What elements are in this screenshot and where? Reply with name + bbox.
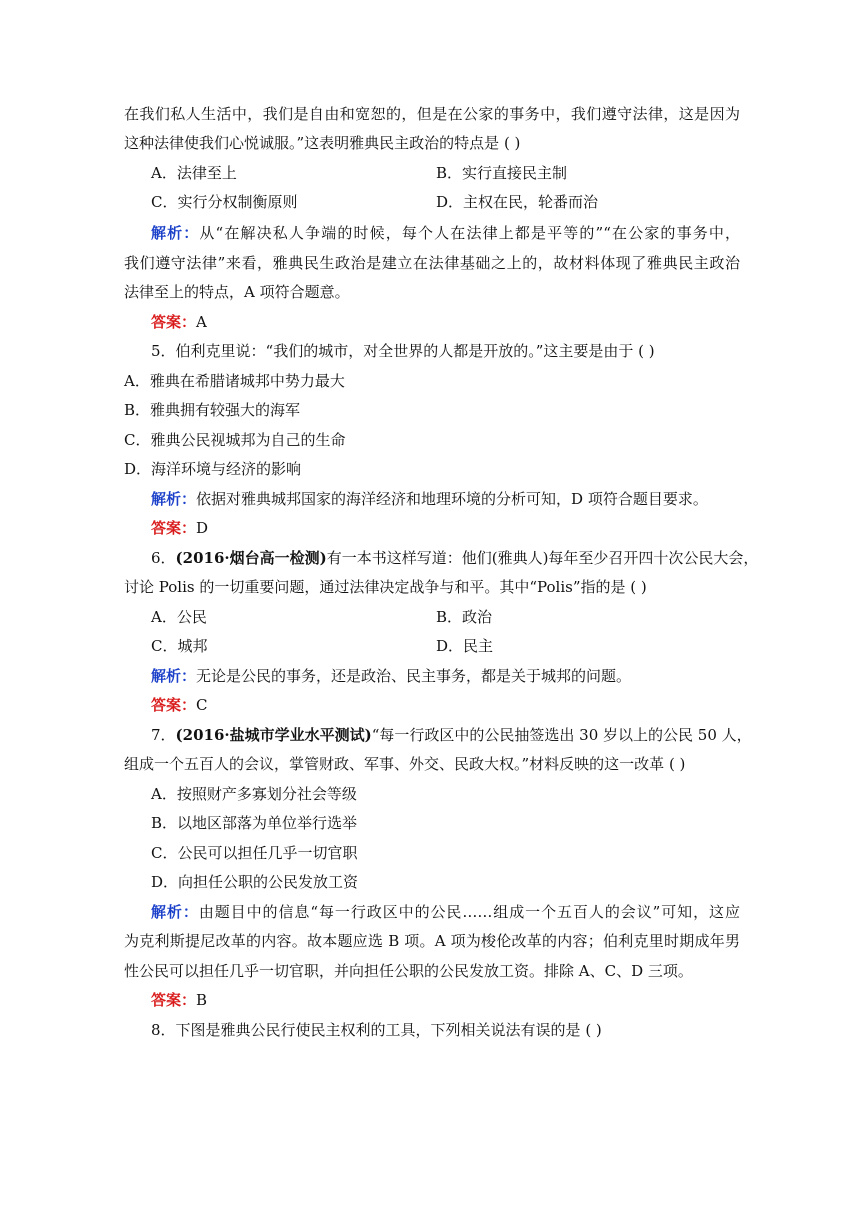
q5-option-a: A．雅典在希腊诸城邦中势力最大 [124,372,345,390]
q7-stem-line1 [151,720,752,750]
q6-option-a: A．公民 [151,608,207,626]
q5-stem: 5．伯利克里说：“我们的城市，对全世界的人都是开放的。”这主要是由于 ( ) [151,342,655,360]
q6-stem-line2: 讨论 Polis 的一切重要问题，通过法律决定战争与和平。其中“Polis”指的是 ( ) [124,578,647,596]
q7-option-b: B．以地区部落为单位举行选举 [151,814,358,832]
q4-answer-label: 答案： [151,313,197,331]
q7-analysis-label: 解析： [151,903,199,921]
q5-answer [151,513,740,543]
q7-analysis-line1 [151,897,740,927]
q5-answer-value: D [196,519,209,537]
q7-option-a: A．按照财产多寡划分社会等级 [151,785,357,803]
q7-number: 7． [151,726,176,744]
q7-option-d: D．向担任公职的公民发放工资 [151,873,359,891]
q7-option-c: C．公民可以担任几乎一切官职 [151,844,358,862]
q6-stem-text1: 有一本书这样写道：他们(雅典人)每年至少召开四十次公民大会， [326,549,759,567]
q4-option-c: C．实行分权制衡原则 [151,193,298,211]
q7-answer [151,985,740,1015]
q6-answer-value: C [196,696,208,714]
q4-analysis-text1: 从“在解决私人争端的时候，每个人在法律上都是平等的”“在公家的事务中， [199,224,740,242]
q7-analysis-line2: 为克利斯提尼改革的内容。故本题应选 B 项。A 项为梭伦改革的内容；伯利克里时期成年男 [124,932,740,950]
q7-answer-label: 答案： [151,991,197,1009]
q7-analysis-text1: 由题目中的信息“每一行政区中的公民……组成一个五百人的会议”可知，这应 [198,903,740,921]
q4-analysis-line3: 法律至上的特点，A 项符合题意。 [124,283,350,301]
q5-analysis-text: 依据对雅典城邦国家的海洋经济和地理环境的分析可知，D 项符合题目要求。 [196,490,708,508]
q6-source: (2016·烟台高一检测) [175,549,327,567]
q6-analysis [151,661,740,691]
q5-analysis [151,484,740,514]
q6-option-c: C．城邦 [151,637,208,655]
q7-answer-value: B [196,991,208,1009]
q7-stem-text1: “每一行政区中的公民抽签选出 30 岁以上的公民 50 人， [371,726,752,744]
q6-analysis-text: 无论是公民的事务，还是政治、民主事务，都是关于城邦的问题。 [196,667,632,685]
q6-number: 6． [151,549,176,567]
q4-option-d: D．主权在民，轮番而治 [436,193,599,211]
q4-option-b: B．实行直接民主制 [436,164,568,182]
q5-answer-label: 答案： [151,519,197,537]
q4-stem-line1: 在我们私人生活中，我们是自由和宽恕的，但是在公家的事务中，我们遵守法律，这是因为 [124,105,740,123]
q5-option-c: C．雅典公民视城邦为自己的生命 [124,431,346,449]
q7-stem-line2: 组成一个五百人的会议，掌管财政、军事、外交、民政大权。”材料反映的这一改革 ( ) [124,755,686,773]
q4-answer-value: A [196,313,207,331]
q4-answer [151,307,740,337]
q7-source: (2016·盐城市学业水平测试) [175,726,372,744]
q4-option-a: A．法律至上 [151,164,237,182]
q4-analysis-line1 [151,218,740,248]
q5-option-d: D．海洋环境与经济的影响 [124,460,302,478]
q4-stem-line2: 这种法律使我们心悦诚服。”这表明雅典民主政治的特点是 ( ) [124,134,521,152]
q5-analysis-label: 解析： [151,490,197,508]
q6-answer [151,690,740,720]
q7-analysis-line3: 性公民可以担任几乎一切官职，并向担任公职的公民发放工资。排除 A、C、D 三项。 [124,962,693,980]
q6-analysis-label: 解析： [151,667,197,685]
q8-stem: 8．下图是雅典公民行使民主权利的工具，下列相关说法有误的是 ( ) [151,1021,602,1039]
q6-option-d: D．民主 [436,637,494,655]
q5-option-b: B．雅典拥有较强大的海军 [124,401,301,419]
q4-analysis-line2: 我们遵守法律”来看，雅典民生政治是建立在法律基础之上的，故材料体现了雅典民主政治 [124,254,740,272]
q6-stem-line1 [151,543,759,573]
q6-answer-label: 答案： [151,696,197,714]
q4-analysis-label: 解析： [151,224,200,242]
q6-option-b: B．政治 [436,608,493,626]
